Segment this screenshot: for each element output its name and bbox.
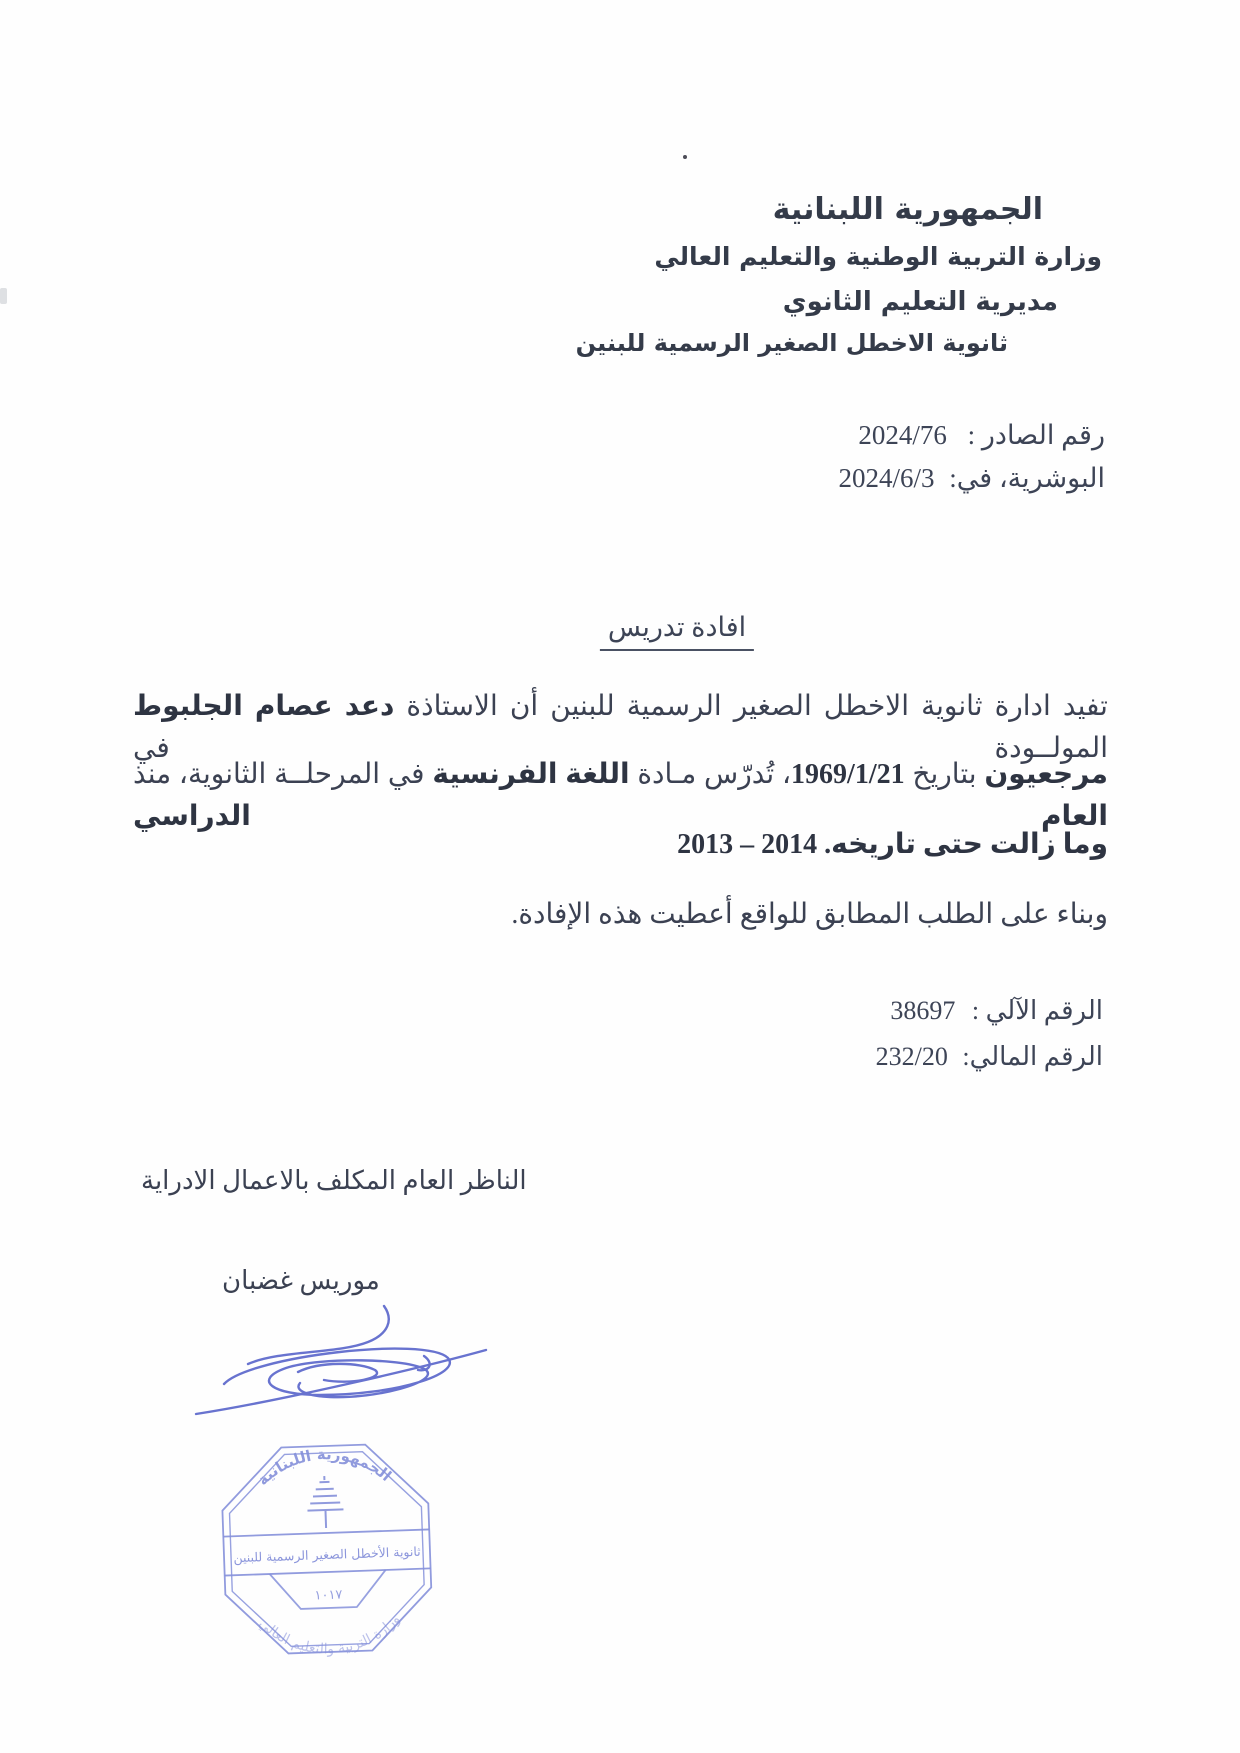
- body-text: ، تُدرّس مـادة: [629, 759, 792, 790]
- body-text: تفيد ادارة ثانوية الاخطل الصغير الرسمية للبنين أن الاستاذة: [394, 691, 1108, 722]
- stamp-bottom-text: وزارة التربية والتعليم العالي: [255, 1611, 404, 1658]
- scan-dot-artifact: [683, 155, 687, 159]
- place-date-label: البوشرية، في:: [949, 463, 1105, 493]
- body-line-3: [133, 824, 1108, 866]
- page-title: افادة تدريس: [600, 612, 754, 651]
- closing-text: وبناء على الطلب المطابق للواقع أعطيت هذه الإفادة.: [511, 899, 1108, 930]
- stamp-top-text: الجمهورية اللبنانية: [253, 1445, 395, 1490]
- octagon-stamp-icon: [214, 1436, 440, 1688]
- title-wrapper: [600, 612, 754, 643]
- teacher-name: دعد عصام الجلبوط: [133, 691, 395, 722]
- body-text: بتاريخ: [904, 759, 985, 790]
- issue-number-line: [858, 420, 1105, 451]
- place-date-line: [839, 463, 1105, 494]
- body-text: في المرحلــة الثانوية، منذ: [133, 759, 433, 790]
- auto-number-line: [890, 996, 1103, 1026]
- scan-edge-artifact: [0, 288, 7, 304]
- issue-number-label: رقم الصادر :: [967, 420, 1105, 450]
- auto-number-value: 38697: [890, 996, 956, 1025]
- body-bold-text: العام الدراسي: [133, 801, 1108, 832]
- continuation-text: وما زالت حتى تاريخه.: [824, 829, 1108, 860]
- official-stamp: [214, 1436, 440, 1688]
- cedar-tree-icon: [306, 1475, 344, 1528]
- signatory-position: الناظر العام المكلف بالاعمال الادراية: [141, 1166, 527, 1195]
- issue-number-value: 2024/76: [858, 420, 947, 450]
- financial-number-value: 232/20: [875, 1042, 948, 1071]
- signatory-name: موريس غضبان: [222, 1266, 380, 1295]
- financial-number-label: الرقم المالي:: [962, 1042, 1103, 1071]
- handwritten-signature: [188, 1300, 500, 1432]
- financial-number-line: [876, 1042, 1103, 1072]
- letterhead-ministry: وزارة التربية الوطنية والتعليم العالي: [654, 242, 1102, 271]
- signature-ink-icon: [188, 1300, 500, 1432]
- birthdate: 1969/1/21: [791, 759, 905, 790]
- stamp-band-text: ثانوية الأخطل الصغير الرسمية للبنين: [233, 1543, 421, 1566]
- letterhead-directorate: مديرية التعليم الثانوي: [782, 287, 1058, 317]
- subject-name: اللغة الفرنسية: [432, 759, 630, 790]
- body-line-4: [133, 894, 1108, 936]
- letterhead-republic: الجمهورية اللبنانية: [772, 192, 1043, 227]
- stamp-number: ١٠١٧: [314, 1587, 343, 1604]
- school-years: 2013 – 2014: [677, 829, 818, 860]
- date-value: 2024/6/3: [838, 463, 935, 493]
- letterhead-school: ثانوية الاخطل الصغير الرسمية للبنين: [575, 329, 1008, 357]
- auto-number-label: الرقم الآلي :: [971, 996, 1103, 1025]
- svg-text:وزارة التربية والتعليم العالي: [255, 1611, 404, 1660]
- birthplace: مرجعيون: [984, 759, 1108, 790]
- body-text: المولــودة في: [133, 733, 1108, 764]
